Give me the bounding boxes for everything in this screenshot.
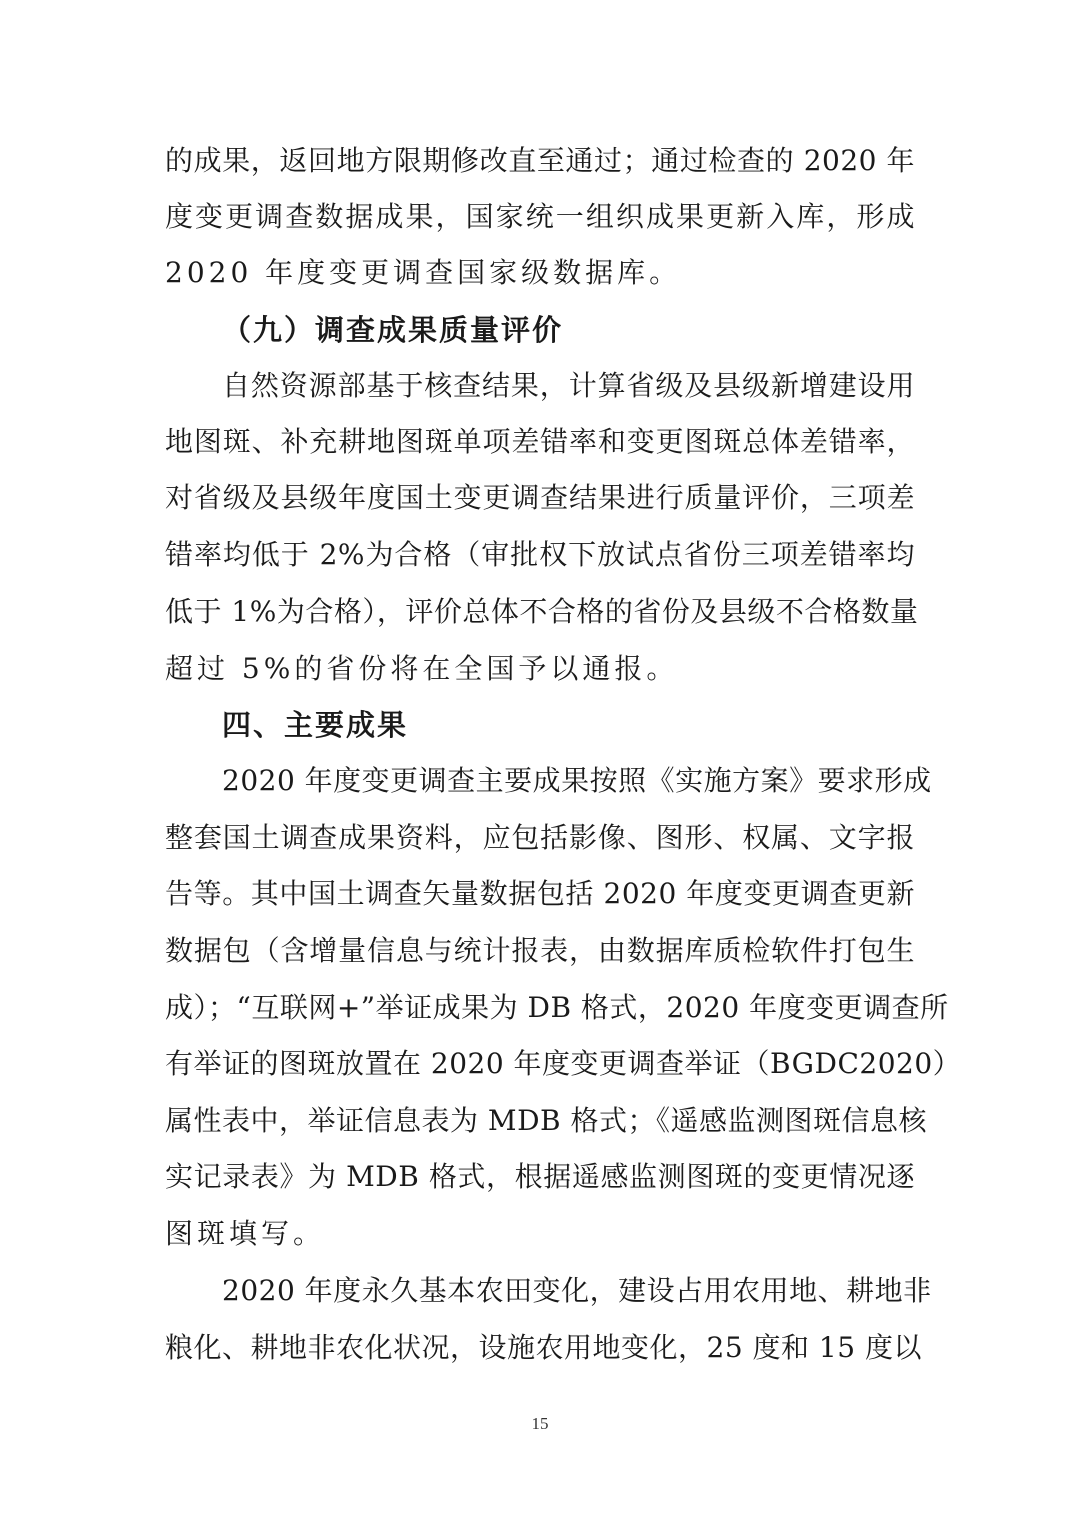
paragraph-3-line-8: 实记录表》为 MDB 格式，根据遥感监测图斑的变更情况逐: [165, 1160, 915, 1193]
paragraph-1-line-1: 的成果，返回地方限期修改直至通过；通过检查的 2020 年: [165, 144, 915, 177]
section-heading-quality-evaluation: （九）调查成果质量评价: [222, 313, 564, 347]
paragraph-2-line-6: 超过 5%的省份将在全国予以通报。: [165, 652, 679, 685]
paragraph-3-line-5: 成）；“互联网+”举证成果为 DB 格式，2020 年度变更调查所: [165, 991, 949, 1024]
paragraph-1-line-2: 度变更调查数据成果，国家统一组织成果更新入库，形成: [165, 200, 915, 233]
paragraph-2-line-1: 自然资源部基于核查结果，计算省级及县级新增建设用: [222, 369, 915, 402]
paragraph-3-line-1: 2020 年度变更调查主要成果按照《实施方案》要求形成: [222, 764, 932, 797]
paragraph-2-line-2: 地图斑、补充耕地图斑单项差错率和变更图斑总体差错率，: [165, 425, 915, 458]
section-heading-main-results: 四、主要成果: [222, 708, 409, 742]
paragraph-3-line-4: 数据包（含增量信息与统计报表，由数据库质检软件打包生: [165, 934, 915, 967]
paragraph-3-line-7: 属性表中，举证信息表为 MDB 格式；《遥感监测图斑信息核: [165, 1104, 927, 1137]
paragraph-2-line-3: 对省级及县级年度国土变更调查结果进行质量评价，三项差: [165, 481, 915, 514]
paragraph-1-line-3: 2020 年度变更调查国家级数据库。: [165, 256, 682, 289]
paragraph-4-line-2: 粮化、耕地非农化状况，设施农用地变化，25 度和 15 度以: [165, 1331, 922, 1364]
paragraph-3-line-2: 整套国土调查成果资料，应包括影像、图形、权属、文字报: [165, 821, 915, 854]
paragraph-4-line-1: 2020 年度永久基本农田变化，建设占用农用地、耕地非: [222, 1274, 932, 1307]
page-number: 15: [531, 1414, 549, 1433]
paragraph-2-line-5: 低于 1%为合格），评价总体不合格的省份及县级不合格数量: [165, 595, 919, 628]
paragraph-3-line-3: 告等。其中国土调查矢量数据包括 2020 年度变更调查更新: [165, 877, 915, 910]
paragraph-2-line-4: 错率均低于 2%为合格（审批权下放试点省份三项差错率均: [165, 538, 915, 571]
paragraph-3-line-6: 有举证的图斑放置在 2020 年度变更调查举证（BGDC2020）: [165, 1047, 962, 1080]
paragraph-3-line-9: 图斑填写。: [165, 1217, 326, 1250]
